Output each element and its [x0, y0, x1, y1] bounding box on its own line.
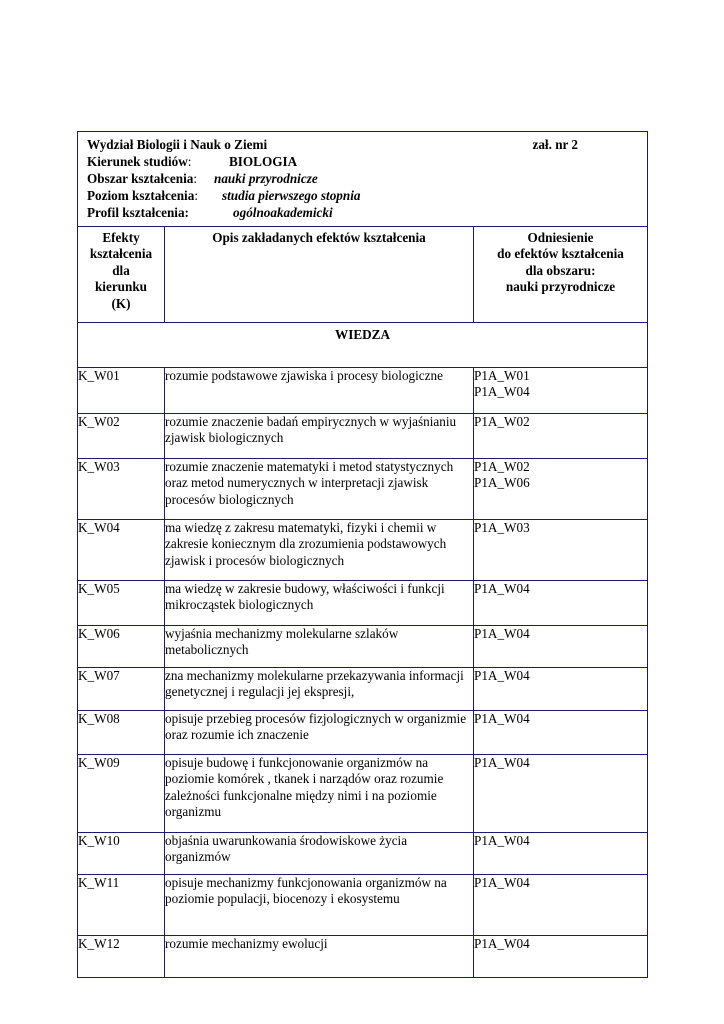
- header-line-label: Obszar kształcenia: [87, 171, 194, 186]
- col-header-description: Opis zakładanych efektów kształcenia: [165, 227, 474, 323]
- area-reference: P1A_W04: [474, 581, 530, 596]
- column-header-line: do efektów kształcenia: [497, 246, 624, 262]
- header-line-label: Poziom kształcenia: [87, 188, 195, 203]
- outcome-description: rozumie znaczenie matematyki i metod statystycznych oraz metod numerycznych w interpretacji zjawisk procesów biologicznych: [165, 459, 474, 520]
- table-row: [78, 520, 648, 581]
- header-line-separator: :: [194, 188, 198, 203]
- table-row: [78, 459, 648, 520]
- table-row: [78, 833, 648, 875]
- area-reference: P1A_W03: [474, 520, 530, 535]
- outcome-description: rozumie znaczenie badań empirycznych w wyjaśnianiu zjawisk biologicznych: [165, 414, 474, 459]
- area-reference: P1A_W02: [474, 459, 530, 474]
- table-row: [78, 936, 648, 978]
- header-line-value: ogólnoakademicki: [233, 205, 333, 220]
- outcome-description: rozumie podstawowe zjawiska i procesy biologiczne: [165, 368, 474, 414]
- header-line: [87, 188, 638, 205]
- outcome-description: objaśnia uwarunkowania środowiskowe życia organizmów: [165, 833, 474, 875]
- header-line-label: Profil kształcenia:: [87, 205, 189, 220]
- outcome-description: wyjaśnia mechanizmy molekularne szlaków metabolicznych: [165, 626, 474, 668]
- outcome-description: rozumie mechanizmy ewolucji: [165, 936, 474, 978]
- learning-outcomes-table: [77, 131, 648, 978]
- section-row: [78, 323, 648, 368]
- area-reference: P1A_W04: [474, 755, 530, 770]
- area-reference: P1A_W06: [474, 475, 530, 491]
- column-header-line: Efekty: [102, 230, 140, 245]
- table-row: [78, 626, 648, 668]
- area-reference-cell: [474, 936, 648, 978]
- area-reference: P1A_W04: [474, 833, 530, 848]
- outcome-description: zna mechanizmy molekularne przekazywania informacji genetycznej i regulacji jej ekspresji,: [165, 668, 474, 711]
- outcome-description: opisuje przebieg procesów fizjologicznych w organizmie oraz rozumie ich znaczenie: [165, 711, 474, 755]
- outcome-code: K_W10: [78, 833, 165, 875]
- outcome-description: opisuje mechanizmy funkcjonowania organizmów na poziomie populacji, biocenozy i ekosystemu: [165, 875, 474, 936]
- outcome-description: ma wiedzę z zakresu matematyki, fizyki i chemii w zakresie koniecznym dla zrozumienia podstawowych zjawisk i procesów biologicznych: [165, 520, 474, 581]
- outcome-code: K_W06: [78, 626, 165, 668]
- table-row: [78, 368, 648, 414]
- outcome-code: K_W08: [78, 711, 165, 755]
- area-reference-cell: [474, 414, 648, 459]
- annex-number: zał. nr 2: [532, 137, 579, 152]
- header-line-value: nauki przyrodnicze: [214, 171, 318, 186]
- area-reference-cell: [474, 668, 648, 711]
- table-row: [78, 711, 648, 755]
- section-title: WIEDZA: [78, 323, 648, 368]
- table-row: [78, 668, 648, 711]
- outcome-code: K_W03: [78, 459, 165, 520]
- header-line-separator: :: [187, 154, 192, 169]
- table-row: [78, 755, 648, 833]
- area-reference-cell: [474, 581, 648, 626]
- header-line-value: studia pierwszego stopnia: [222, 188, 361, 203]
- area-reference-cell: [474, 626, 648, 668]
- area-reference-cell: [474, 520, 648, 581]
- faculty-name: Wydział Biologii i Nauk o Ziemi: [87, 137, 268, 152]
- outcome-code: K_W09: [78, 755, 165, 833]
- column-header-line: kształcenia: [89, 246, 153, 262]
- area-reference: P1A_W01: [474, 368, 530, 383]
- outcome-code: K_W04: [78, 520, 165, 581]
- area-reference: P1A_W04: [474, 668, 530, 683]
- outcome-description: opisuje budowę i funkcjonowanie organizmów na poziomie komórek , tkanek i narządów oraz rozumie zależności funkcjonalne między nimi i na poziomie organizmu: [165, 755, 474, 833]
- outcome-description: ma wiedzę w zakresie budowy, właściwości i funkcji mikrocząstek biologicznych: [165, 581, 474, 626]
- area-reference-cell: [474, 459, 648, 520]
- table-row: [78, 581, 648, 626]
- column-header-line: kierunku: [94, 279, 148, 295]
- outcome-code: K_W11: [78, 875, 165, 936]
- area-reference: P1A_W04: [474, 626, 530, 641]
- area-reference-cell: [474, 755, 648, 833]
- column-header-line: dla obszaru:: [525, 262, 596, 278]
- outcome-code: K_W02: [78, 414, 165, 459]
- outcome-code: K_W05: [78, 581, 165, 626]
- header-line-label: Kierunek studiów: [87, 154, 188, 169]
- column-header-line: Odniesienie: [527, 230, 594, 245]
- column-header-line: dla: [112, 262, 130, 278]
- area-reference: P1A_W02: [474, 414, 530, 429]
- area-reference: P1A_W04: [474, 936, 530, 951]
- outcome-code: K_W01: [78, 368, 165, 414]
- area-reference: P1A_W04: [474, 384, 530, 400]
- area-reference-cell: [474, 833, 648, 875]
- column-header-line: (K): [111, 295, 131, 311]
- column-header-line: nauki przyrodnicze: [505, 279, 616, 295]
- column-headers: [78, 227, 648, 323]
- table-row: [78, 875, 648, 936]
- header-line: [87, 205, 638, 222]
- area-reference: P1A_W04: [474, 711, 530, 726]
- col-header-outcome-code: [78, 227, 165, 323]
- faculty-line: [87, 137, 638, 154]
- header-line-value: BIOLOGIA: [229, 154, 298, 169]
- area-reference-cell: [474, 368, 648, 414]
- header-line-separator: :: [193, 171, 198, 186]
- outcome-code: K_W12: [78, 936, 165, 978]
- table-row: [78, 414, 648, 459]
- col-header-reference: [474, 227, 648, 323]
- outcome-code: K_W07: [78, 668, 165, 711]
- area-reference-cell: [474, 711, 648, 755]
- header-line: [87, 154, 638, 171]
- area-reference-cell: [474, 875, 648, 936]
- area-reference: P1A_W04: [474, 875, 530, 890]
- document-header: [78, 132, 648, 227]
- header-line: [87, 171, 638, 188]
